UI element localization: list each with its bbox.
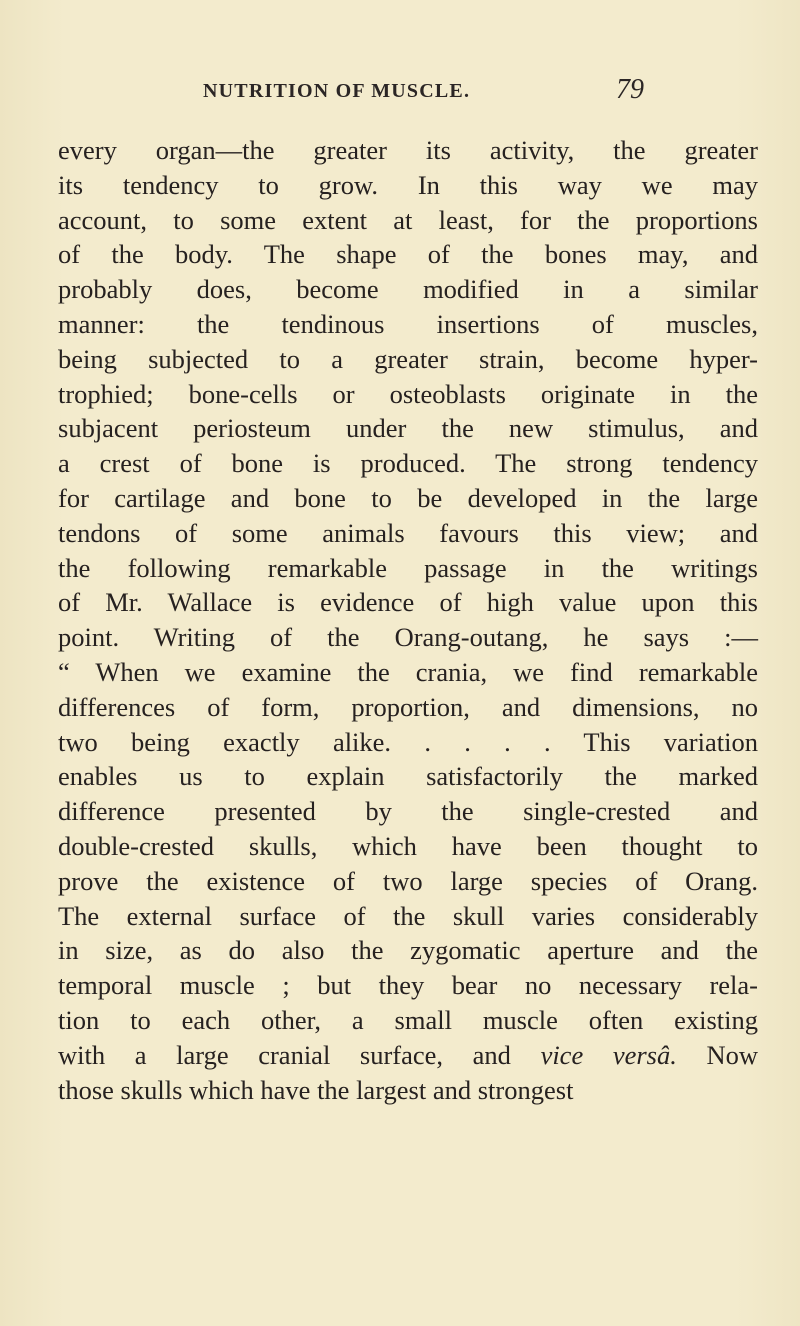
text-line: those skulls which have the largest and strongest xyxy=(58,1074,574,1105)
text-line: difference presented by the single-crested and xyxy=(58,796,758,827)
text-line: its tendency to grow. In this way we may xyxy=(58,169,758,200)
text-segment: Now xyxy=(706,1039,759,1070)
text-line: for cartilage and bone to be developed in the large xyxy=(58,482,758,513)
running-head xyxy=(0,74,800,114)
text-line: of Mr. Wallace is evidence of high value upon this xyxy=(58,587,758,618)
text-line: the following remarkable passage in the writings xyxy=(58,552,758,583)
text-line: subjacent periosteum under the new stimulus, and xyxy=(58,413,758,444)
text-line: temporal muscle ; but they bear no necessary rela- xyxy=(58,970,758,1001)
text-line: trophied; bone-cells or osteoblasts originate in the xyxy=(58,378,758,409)
text-line: of the body. The shape of the bones may, and xyxy=(58,239,758,270)
text-line: The external surface of the skull varies considerably xyxy=(58,900,758,931)
text-line-mixed xyxy=(58,1038,758,1073)
text-line: being subjected to a greater strain, become hyper- xyxy=(58,343,758,374)
text-line: account, to some extent at least, for the proportions xyxy=(58,204,758,235)
text-line: in size, as do also the zygomatic aperture and the xyxy=(58,935,758,966)
body-text xyxy=(58,133,758,1107)
text-line: prove the existence of two large species of Orang. xyxy=(58,865,758,896)
text-line: every organ—the greater its activity, the greater xyxy=(58,135,758,165)
text-line: enables us to explain satisfactorily the marked xyxy=(58,761,758,792)
text-line: point. Writing of the Orang-outang, he says :— xyxy=(58,622,758,653)
text-line: tendons of some animals favours this view; and xyxy=(58,517,758,548)
text-line: manner: the tendinous insertions of muscles, xyxy=(58,308,758,339)
text-line: tion to each other, a small muscle often existing xyxy=(58,1004,758,1035)
text-line: two being exactly alike. . . . . This variation xyxy=(58,726,758,757)
page-number: 79 xyxy=(616,74,644,105)
text-line: double-crested skulls, which have been thought to xyxy=(58,830,758,861)
running-head-title: NUTRITION OF MUSCLE. xyxy=(203,80,471,102)
text-line: a crest of bone is produced. The strong tendency xyxy=(58,448,758,479)
text-line: probably does, become modified in a similar xyxy=(58,274,758,305)
text-line: differences of form, proportion, and dimensions, no xyxy=(58,691,758,722)
text-line: “ When we examine the crania, we find remarkable xyxy=(58,656,758,687)
text-segment: with a large cranial surface, and xyxy=(58,1039,511,1070)
italic-phrase: vice versâ. xyxy=(540,1039,677,1070)
